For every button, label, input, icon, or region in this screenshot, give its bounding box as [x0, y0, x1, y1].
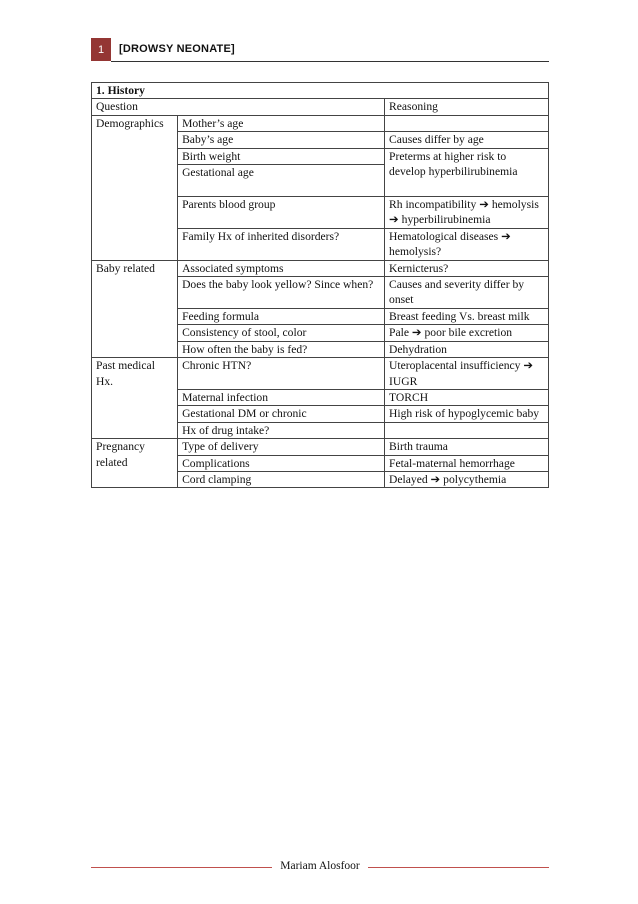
page-number: 1	[91, 38, 111, 61]
reasoning-cell: Pale ➔ poor bile excretion	[385, 325, 549, 341]
table-row	[92, 439, 549, 455]
reasoning-cell: High risk of hypoglycemic baby	[385, 406, 549, 422]
column-header-question: Question	[92, 99, 385, 115]
reasoning-cell: Birth trauma	[385, 439, 549, 455]
reasoning-cell: Causes differ by age	[385, 132, 549, 148]
question-cell: Associated symptoms	[178, 260, 385, 276]
question-cell: Family Hx of inherited disorders?	[178, 228, 385, 260]
reasoning-cell: Preterms at higher risk to develop hyperbilirubinemia	[385, 148, 549, 196]
reasoning-cell: Fetal-maternal hemorrhage	[385, 455, 549, 471]
section-title-row	[92, 83, 549, 99]
reasoning-cell: Rh incompatibility ➔ hemolysis ➔ hyperbilirubinemia	[385, 197, 549, 229]
section-title: 1. History	[92, 83, 549, 99]
history-table	[91, 82, 549, 488]
category-cell: Demographics	[92, 115, 178, 260]
question-cell: Cord clamping	[178, 471, 385, 487]
question-cell: Maternal infection	[178, 389, 385, 405]
column-header-reasoning: Reasoning	[385, 99, 549, 115]
table-row	[92, 358, 549, 390]
reasoning-cell: Breast feeding Vs. breast milk	[385, 308, 549, 324]
question-cell: Type of delivery	[178, 439, 385, 455]
reasoning-cell: Causes and severity differ by onset	[385, 277, 549, 309]
category-cell: Past medical Hx.	[92, 358, 178, 439]
question-cell: Feeding formula	[178, 308, 385, 324]
reasoning-cell	[385, 422, 549, 438]
reasoning-cell: Delayed ➔ polycythemia	[385, 471, 549, 487]
question-cell: Baby’s age	[178, 132, 385, 148]
question-cell: Gestational DM or chronic	[178, 406, 385, 422]
reasoning-cell: Hematological diseases ➔ hemolysis?	[385, 228, 549, 260]
table-row	[92, 115, 549, 131]
question-cell: Chronic HTN?	[178, 358, 385, 390]
reasoning-cell	[385, 115, 549, 131]
question-cell: Does the baby look yellow? Since when?	[178, 277, 385, 309]
question-cell: Complications	[178, 455, 385, 471]
reasoning-cell: Dehydration	[385, 341, 549, 357]
reasoning-cell: Kernicterus?	[385, 260, 549, 276]
reasoning-cell: Uteroplacental insufficiency ➔ IUGR	[385, 358, 549, 390]
question-cell: Birth weight	[178, 148, 385, 164]
footer-rule-right	[368, 867, 549, 868]
category-cell: Baby related	[92, 260, 178, 357]
document-title: [DROWSY NEONATE]	[119, 43, 235, 55]
page-header	[91, 38, 549, 62]
reasoning-cell: TORCH	[385, 389, 549, 405]
column-header-row	[92, 99, 549, 115]
question-cell: Parents blood group	[178, 197, 385, 229]
page-footer	[91, 860, 549, 874]
question-cell: Mother’s age	[178, 115, 385, 131]
category-cell: Pregnancy related	[92, 439, 178, 488]
table-row	[92, 260, 549, 276]
question-cell: How often the baby is fed?	[178, 341, 385, 357]
header-rule	[111, 61, 549, 62]
question-cell: Consistency of stool, color	[178, 325, 385, 341]
footer-author: Mariam Alosfoor	[280, 860, 360, 872]
question-cell: Hx of drug intake?	[178, 422, 385, 438]
question-cell: Gestational age	[178, 165, 385, 197]
